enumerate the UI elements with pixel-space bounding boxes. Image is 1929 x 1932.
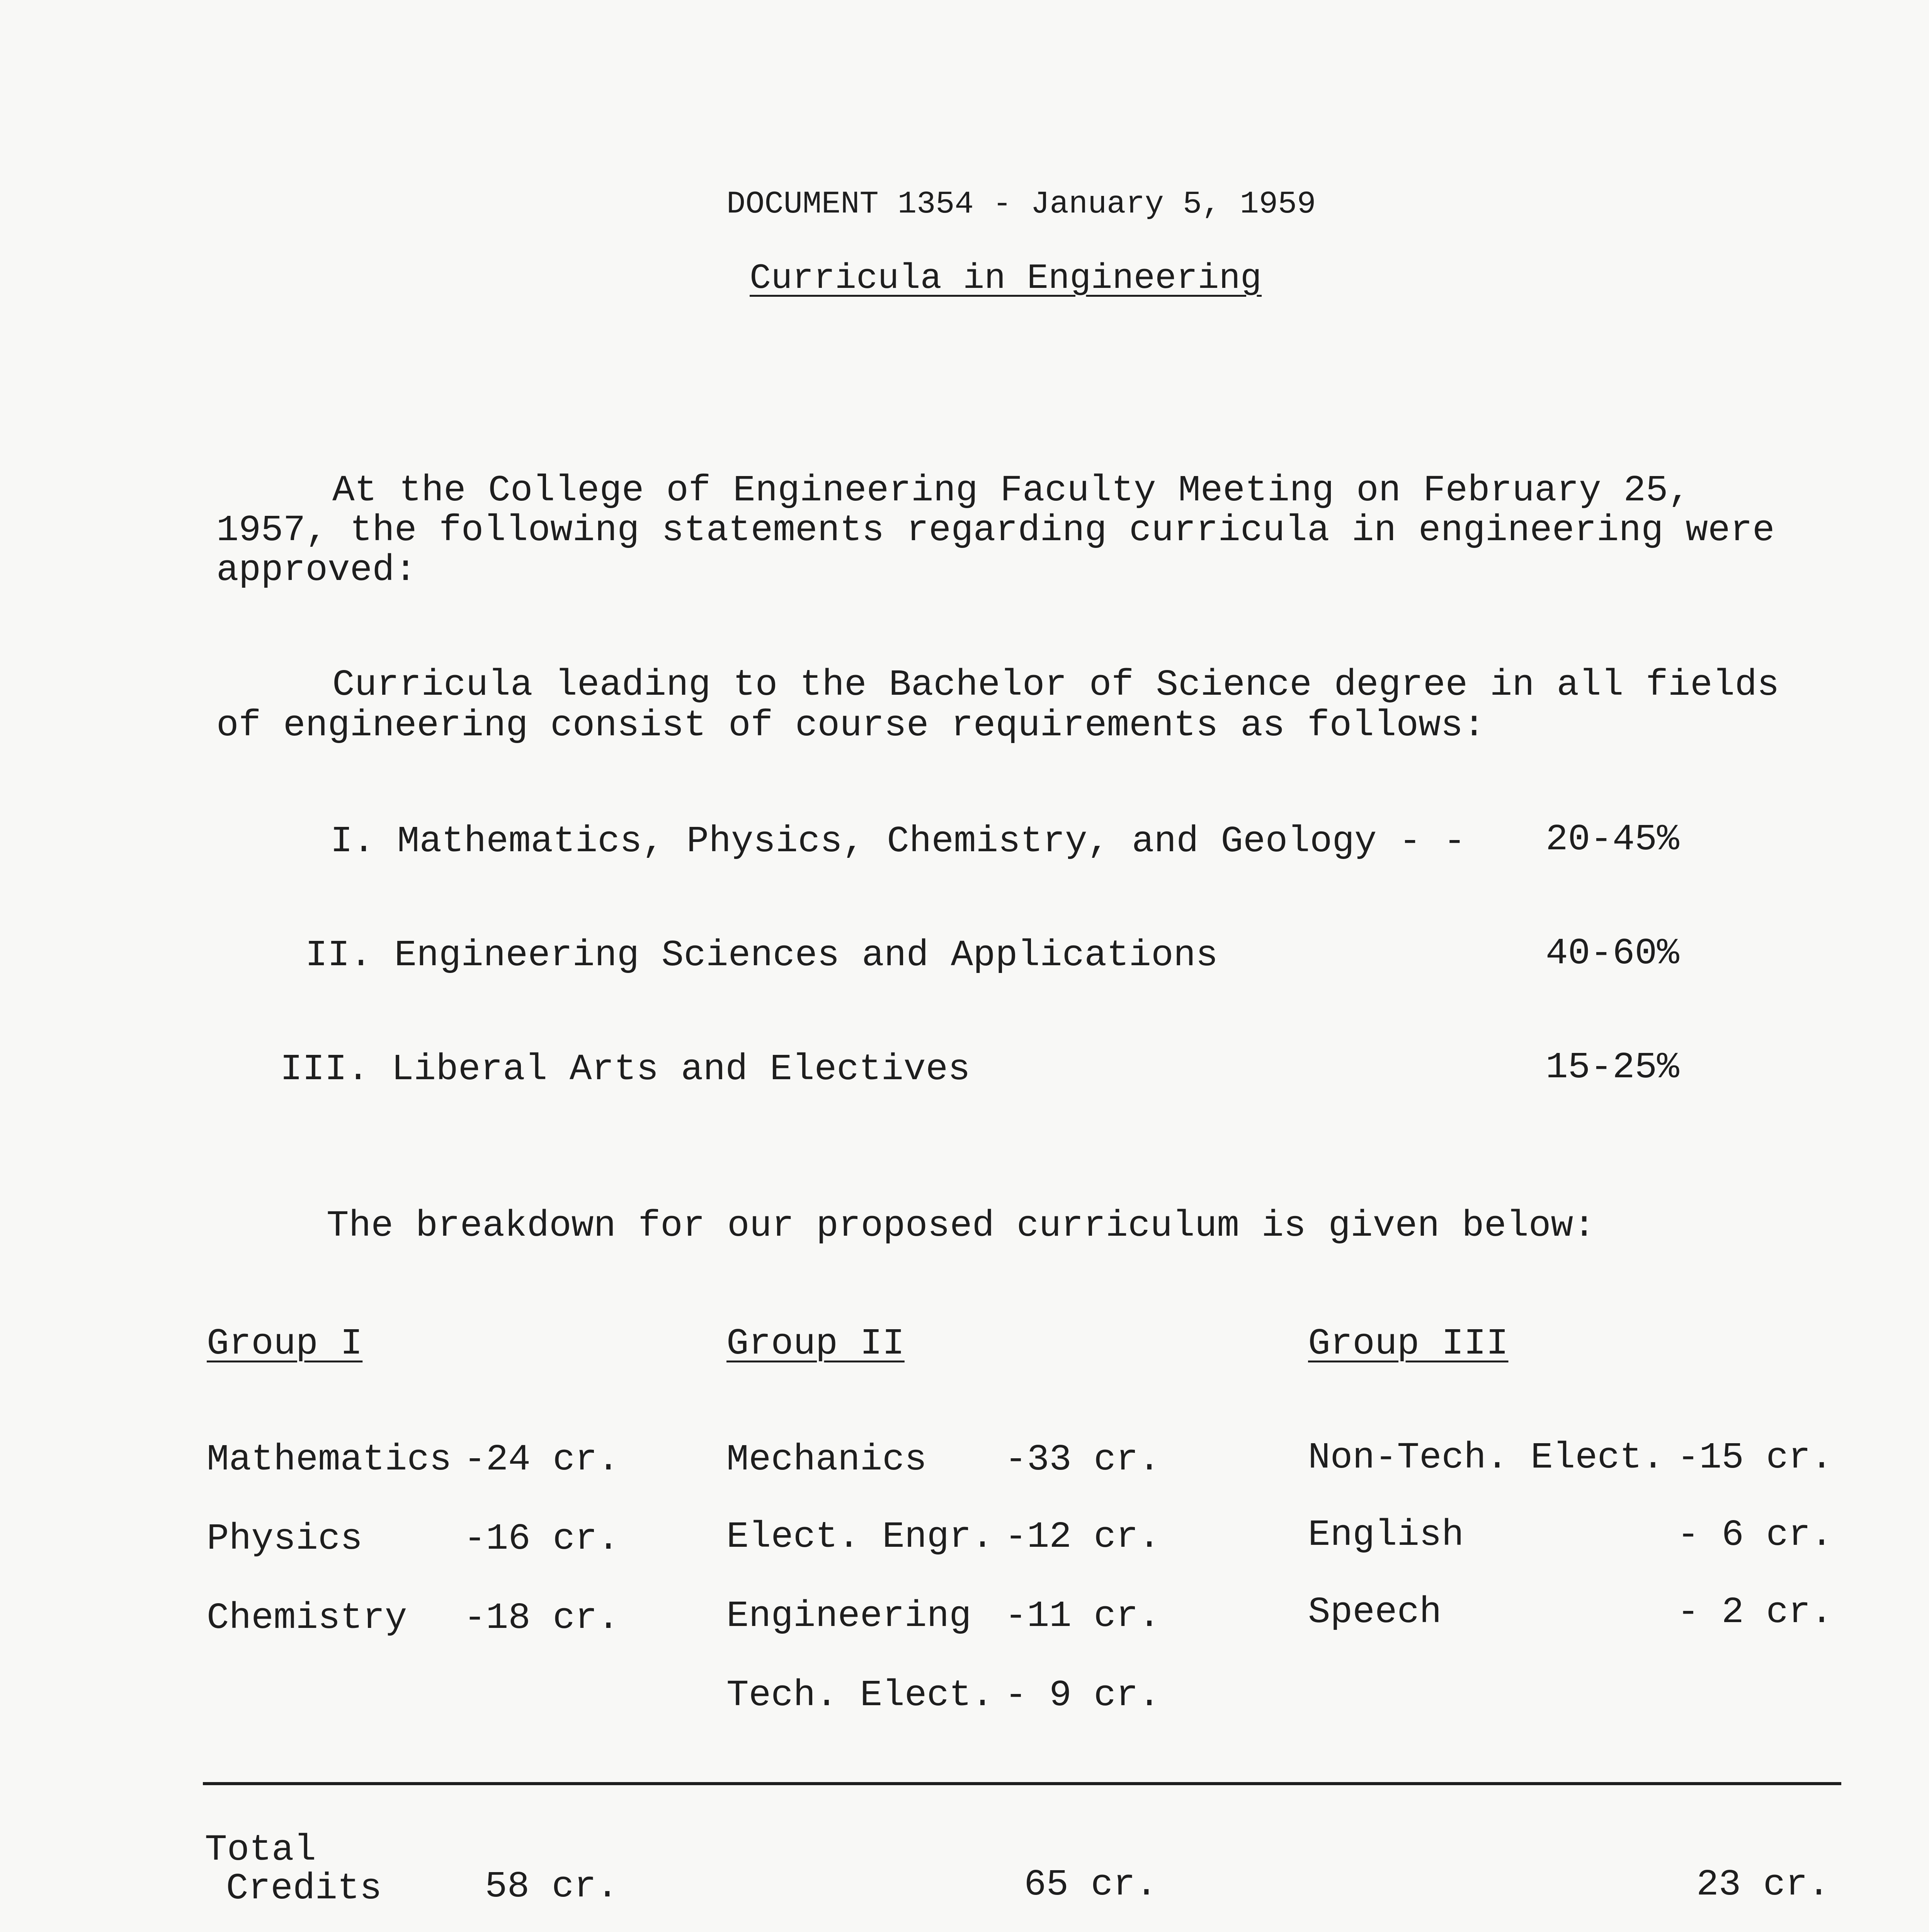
curricula-line-2: of engineering consist of course requirements as follows: [216, 704, 1485, 747]
requirement-1-percent: 20-45% [1546, 818, 1679, 861]
rule-top [203, 1782, 1841, 1785]
curricula-line-1: Curricula leading to the Bachelor of Science degree in all fields [332, 664, 1779, 706]
group-2-item-1-name: Mechanics [726, 1439, 927, 1481]
group-2-item-3-credits: -11 cr. [1005, 1595, 1161, 1637]
totals-group-2: 65 cr. [1024, 1864, 1158, 1906]
requirement-2-label: II. Engineering Sciences and Applications [305, 934, 1218, 976]
group-3-item-3-credits: - 2 cr. [1677, 1591, 1833, 1633]
group-2-item-4-name: Tech. Elect. [726, 1674, 994, 1716]
intro-line-1: At the College of Engineering Faculty Meeting on February 25, [332, 469, 1691, 512]
totals-group-3: 23 cr. [1696, 1864, 1830, 1906]
group-2-heading: Group II [726, 1323, 905, 1365]
group-3-item-2-name: English [1308, 1514, 1464, 1556]
group-1-item-3-name: Chemistry [207, 1597, 407, 1639]
group-2-item-2-name: Elect. Engr. [726, 1516, 994, 1558]
group-1-item-3-credits: -18 cr. [464, 1597, 620, 1639]
requirement-3-label: III. Liberal Arts and Electives [280, 1048, 970, 1090]
group-3-heading: Group III [1308, 1323, 1509, 1365]
requirement-1-label: I. Mathematics, Physics, Chemistry, and Geology - - [330, 820, 1466, 862]
intro-line-3: approved: [216, 549, 417, 591]
group-1-item-1-credits: -24 cr. [464, 1439, 620, 1481]
totals-label-line-2: Credits [226, 1867, 382, 1910]
group-2-item-4-credits: - 9 cr. [1005, 1674, 1161, 1716]
requirement-3-percent: 15-25% [1546, 1046, 1679, 1088]
group-3-item-1-name: Non-Tech. Elect. [1308, 1437, 1664, 1479]
group-1-item-2-credits: -16 cr. [464, 1518, 620, 1560]
group-2-item-2-credits: -12 cr. [1005, 1516, 1161, 1558]
group-1-item-2-name: Physics [207, 1518, 363, 1560]
document-title: Curricula in Engineering [750, 258, 1262, 299]
group-2-item-1-credits: -33 cr. [1005, 1439, 1161, 1481]
document-number-line: DOCUMENT 1354 - January 5, 1959 [726, 186, 1316, 222]
group-3-item-3-name: Speech [1308, 1591, 1442, 1633]
group-3-item-2-credits: - 6 cr. [1677, 1514, 1833, 1556]
intro-line-2: 1957, the following statements regarding curricula in engineering were [216, 509, 1775, 551]
group-1-item-1-name: Mathematics [207, 1439, 452, 1481]
group-1-heading: Group I [207, 1323, 363, 1365]
group-3-item-1-credits: -15 cr. [1677, 1437, 1833, 1479]
totals-label-line-1: Total [205, 1829, 316, 1871]
group-2-item-3-name: Engineering [726, 1595, 971, 1637]
requirement-2-percent: 40-60% [1546, 932, 1679, 975]
totals-group-1: 58 cr. [485, 1866, 619, 1908]
breakdown-intro: The breakdown for our proposed curriculum is given below: [327, 1205, 1596, 1247]
